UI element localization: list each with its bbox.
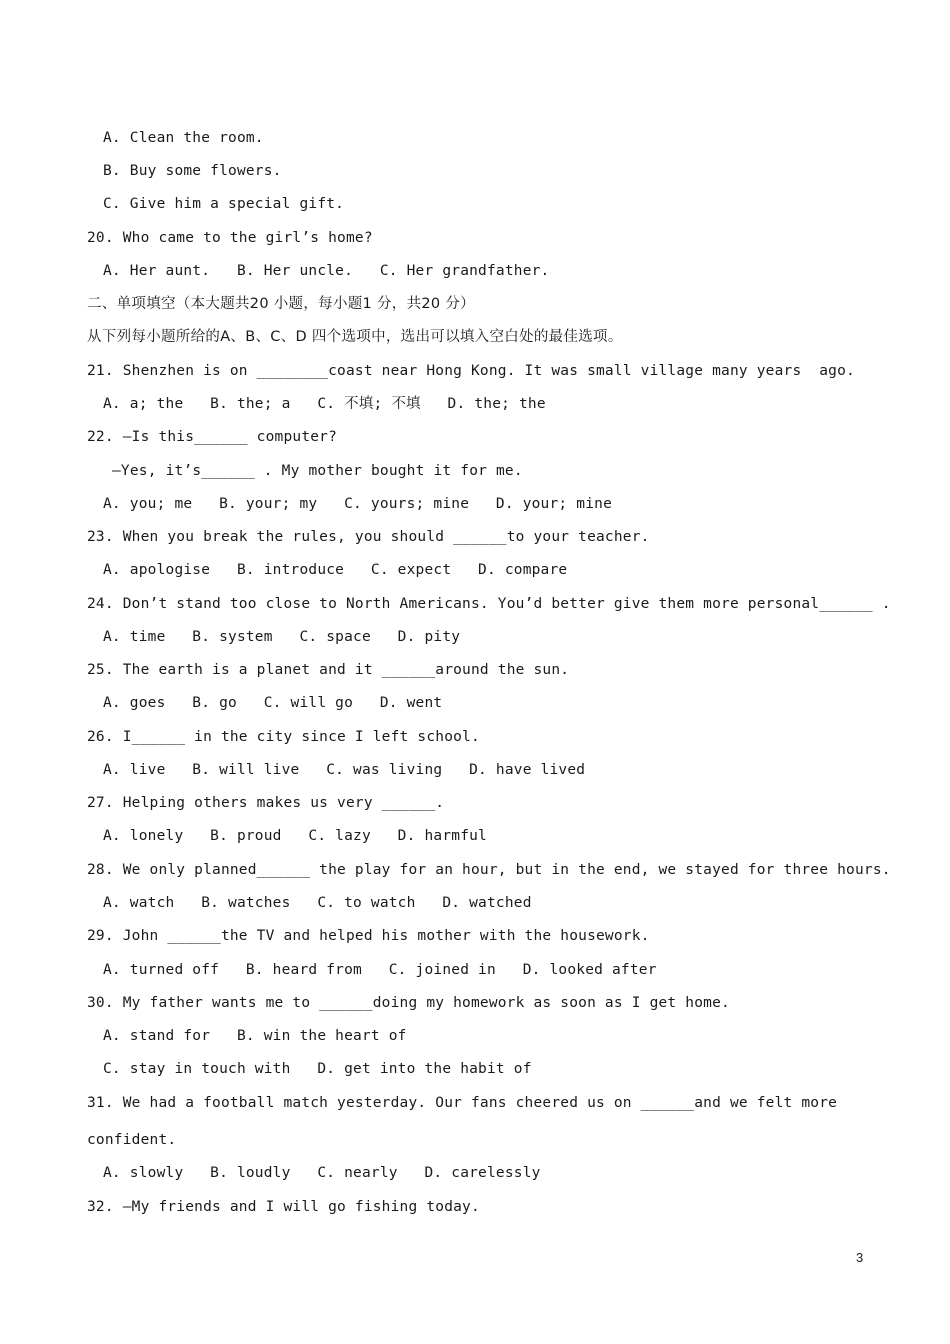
- question-28: 28. We only planned______ the play for an hour, but in the end, we stayed for three hours.: [87, 862, 891, 878]
- q22-options: A. you; me B. your; my C. yours; mine D. your; mine: [103, 496, 612, 512]
- q31-options: A. slowly B. loudly C. nearly D. carelessly: [103, 1165, 541, 1181]
- q26-options: A. live B. will live C. was living D. have lived: [103, 762, 586, 778]
- question-32: 32. —My friends and I will go fishing today.: [87, 1199, 480, 1215]
- section-heading: 二、单项填空（本大题共20 小题，每小题1 分，共20 分）: [87, 296, 475, 312]
- q19-option-c: C. Give him a special gift.: [103, 196, 345, 212]
- question-24: 24. Don’t stand too close to North Americans. You’d better give them more personal______ .: [87, 596, 891, 612]
- q24-options: A. time B. system C. space D. pity: [103, 629, 461, 645]
- question-30: 30. My father wants me to ______doing my homework as soon as I get home.: [87, 995, 730, 1011]
- page-number: 3: [856, 1250, 864, 1265]
- section-instructions: 从下列每小题所给的A、B、C、D 四个选项中，选出可以填入空白处的最佳选项。: [87, 329, 623, 345]
- question-25: 25. The earth is a planet and it ______around the sun.: [87, 662, 570, 678]
- q19-option-b: B. Buy some flowers.: [103, 163, 282, 179]
- question-21: 21. Shenzhen is on ________coast near Hong Kong. It was small village many years ago.: [87, 363, 855, 379]
- question-31: 31. We had a football match yesterday. Our fans cheered us on ______and we felt more: [87, 1095, 838, 1111]
- q28-options: A. watch B. watches C. to watch D. watched: [103, 895, 532, 911]
- q19-option-a: A. Clean the room.: [103, 130, 264, 146]
- question-26: 26. I______ in the city since I left school.: [87, 729, 480, 745]
- question-22: 22. —Is this______ computer?: [87, 429, 338, 445]
- q30-options-row-2: C. stay in touch with D. get into the habit of: [103, 1061, 532, 1077]
- q21-options: A. a; the B. the; a C. 不填; 不填 D. the; the: [103, 396, 546, 412]
- question-20: 20. Who came to the girl’s home?: [87, 230, 373, 246]
- q25-options: A. goes B. go C. will go D. went: [103, 695, 443, 711]
- q23-options: A. apologise B. introduce C. expect D. compare: [103, 562, 568, 578]
- q30-options-row-1: A. stand for B. win the heart of: [103, 1028, 407, 1044]
- question-22-reply: —Yes, it’s______ . My mother bought it for me.: [112, 463, 523, 479]
- q29-options: A. turned off B. heard from C. joined in D. looked after: [103, 962, 657, 978]
- q20-options: A. Her aunt. B. Her uncle. C. Her grandfather.: [103, 263, 550, 279]
- question-31-continued: confident.: [87, 1132, 177, 1148]
- question-27: 27. Helping others makes us very ______.: [87, 795, 445, 811]
- question-29: 29. John ______the TV and helped his mother with the housework.: [87, 928, 650, 944]
- q27-options: A. lonely B. proud C. lazy D. harmful: [103, 828, 487, 844]
- question-23: 23. When you break the rules, you should ______to your teacher.: [87, 529, 650, 545]
